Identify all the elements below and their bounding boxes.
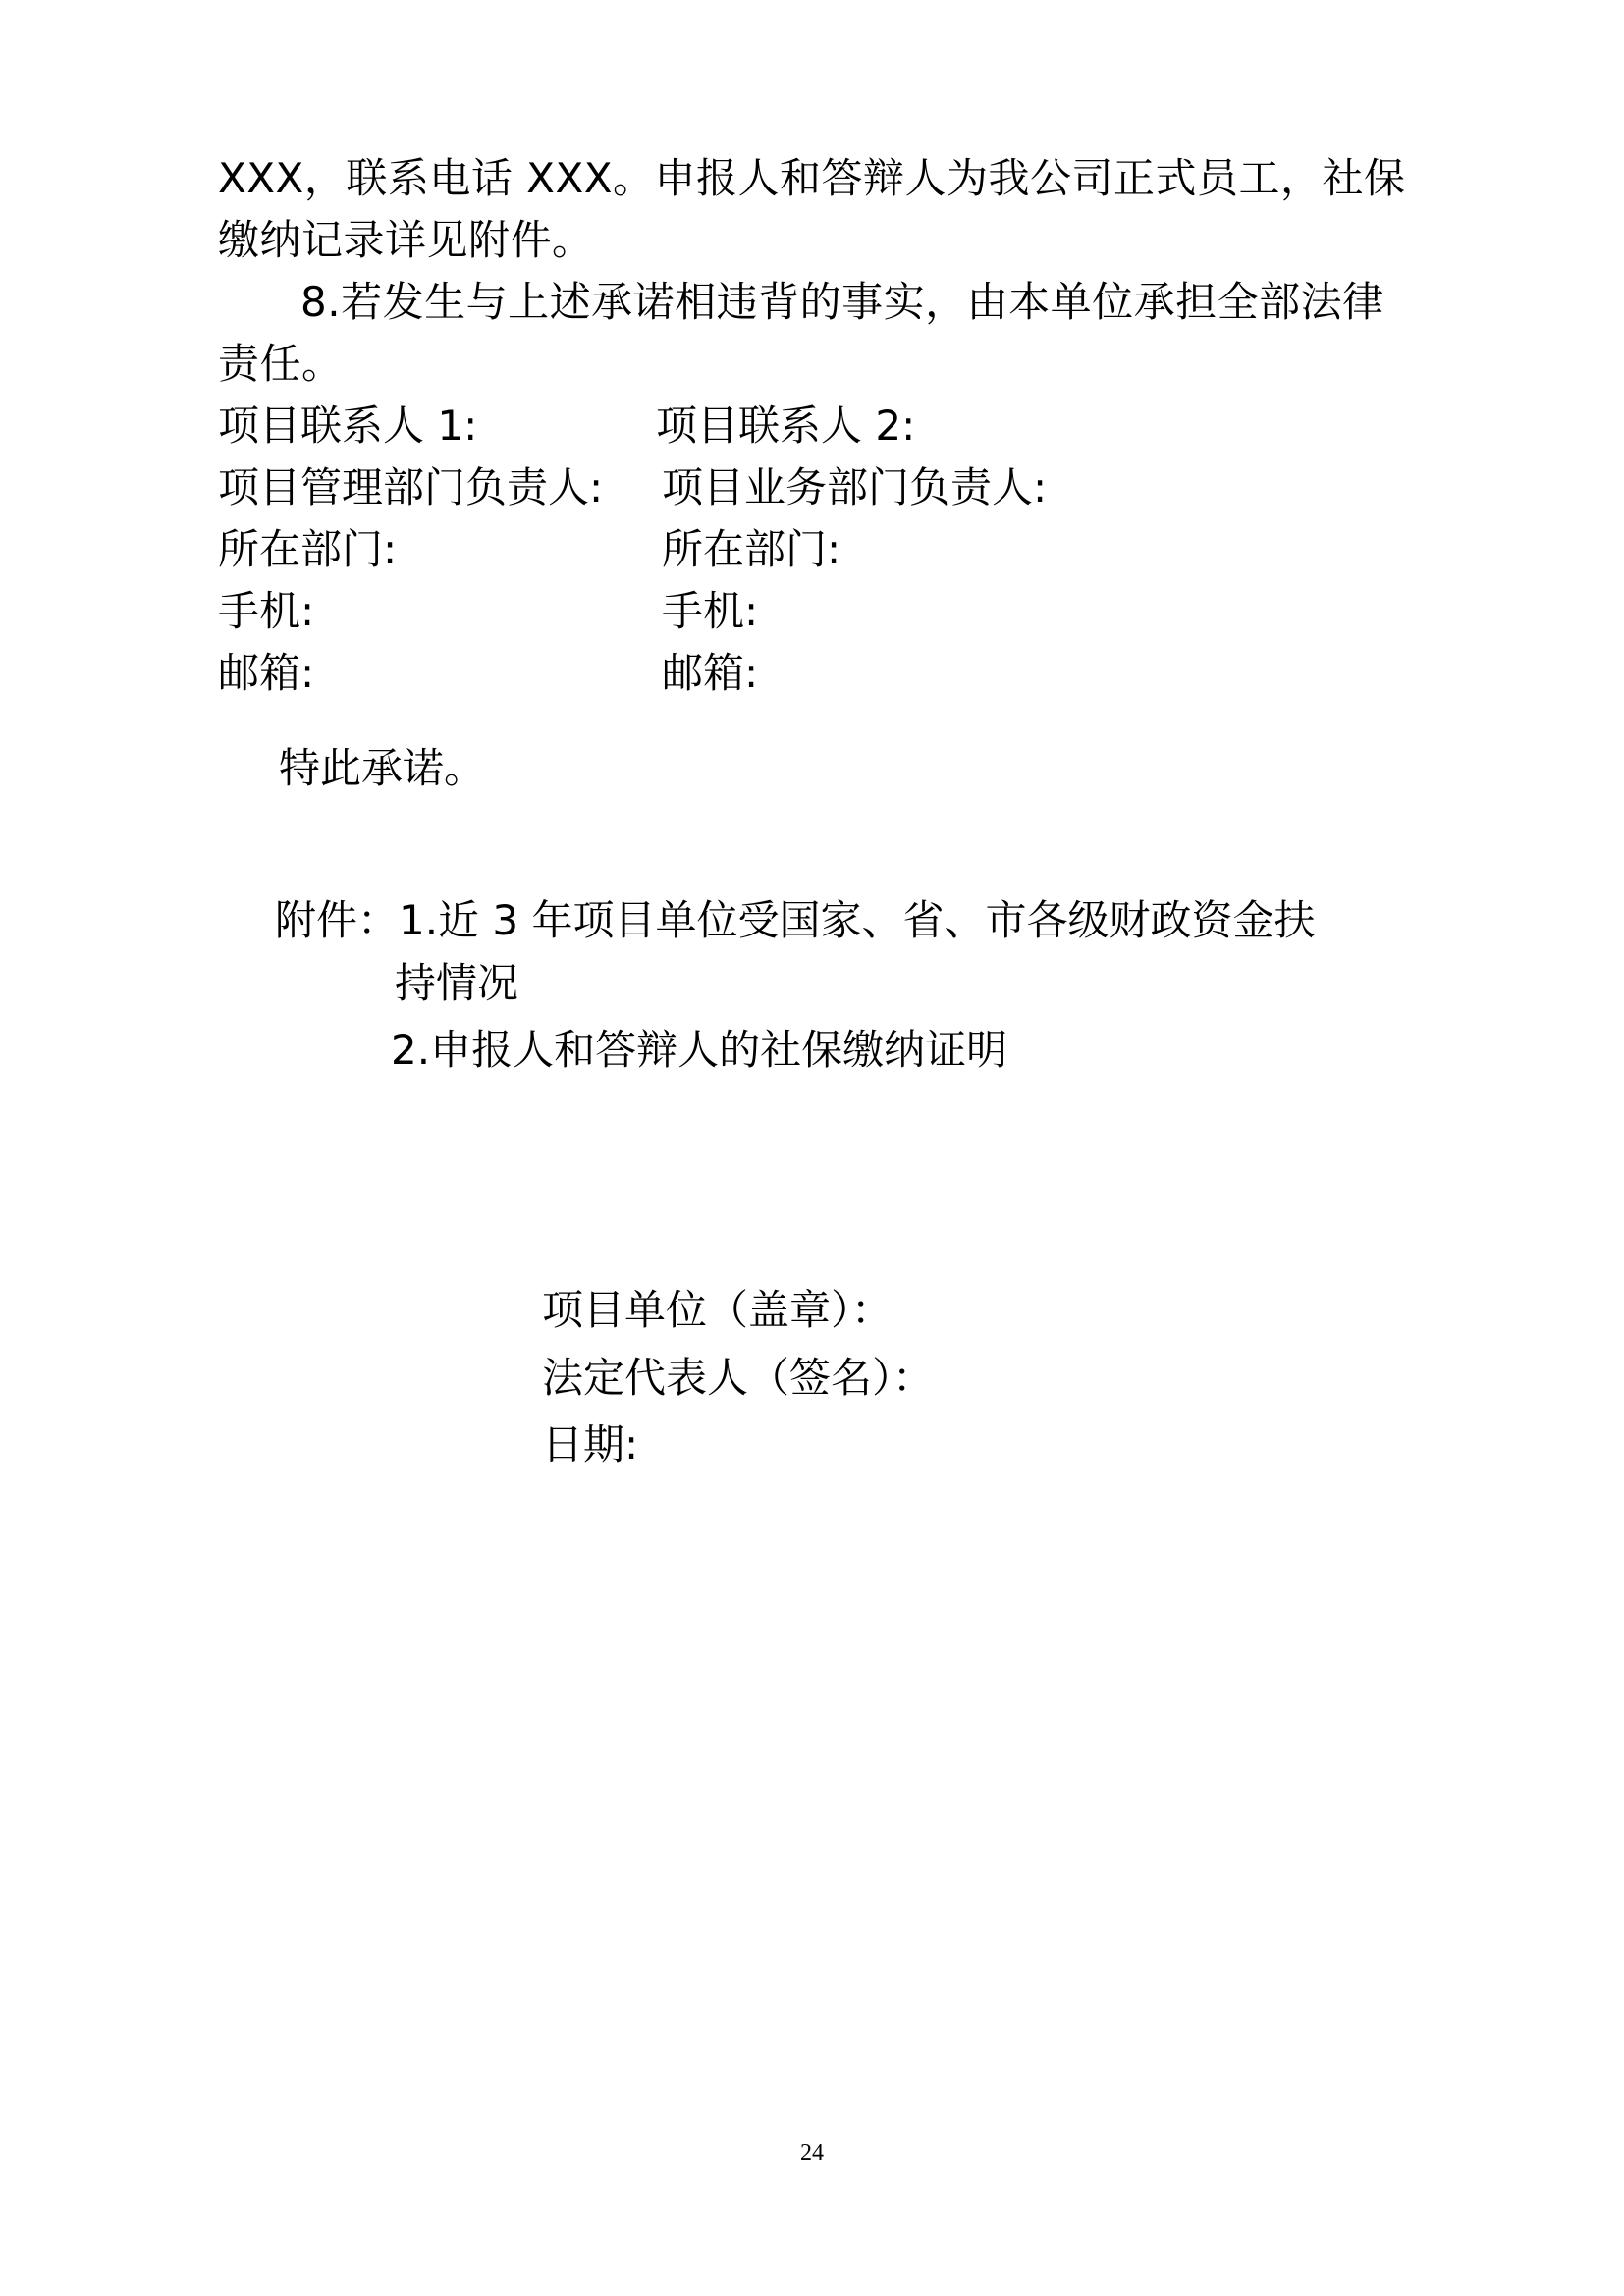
page-number: 24 <box>800 2140 824 2165</box>
attachment-item-2: 2.申报人和答辩人的社保缴纳证明 <box>391 1025 1008 1074</box>
attachment-item-1-line2: 持情况 <box>395 958 519 1007</box>
email-label-right: 邮箱: <box>662 649 759 697</box>
paragraph-continued: XXX，联系电话 XXX。申报人和答辩人为我公司正式员工，社保缴纳记录详见附件。 <box>218 154 1406 264</box>
contact-row-3 <box>218 518 1426 580</box>
contact-row-1 <box>218 395 1426 456</box>
document-content <box>218 147 1426 1478</box>
signature-legal-rep-label: 法定代表人（签名）： <box>542 1353 935 1402</box>
contact-1-label: 项目联系人 1: <box>218 401 478 450</box>
project-business-head-label: 项目业务部门负责人: <box>662 463 1048 511</box>
special-note: 特此承诺。 <box>279 744 486 792</box>
contact-row-4 <box>218 580 1426 642</box>
mobile-label-right: 手机: <box>662 587 759 635</box>
contact-2-label: 项目联系人 2: <box>656 401 916 450</box>
mobile-label-left: 手机: <box>218 587 315 635</box>
signature-unit-label: 项目单位（盖章）： <box>542 1286 893 1335</box>
department-label-right: 所在部门: <box>662 525 841 573</box>
attachment-item-1-line1: 附件：1.近 3 年项目单位受国家、省、市各级财政资金扶 <box>275 896 1316 944</box>
attachments-block <box>218 889 1426 1081</box>
signature-block <box>218 1277 1426 1477</box>
contact-row-2 <box>218 456 1426 518</box>
signature-date-label: 日期: <box>542 1419 639 1468</box>
project-management-head-label: 项目管理部门负责人: <box>218 463 604 511</box>
contact-row-5 <box>218 642 1426 704</box>
department-label-left: 所在部门: <box>218 525 398 573</box>
paragraph-item-8: 8.若发生与上述承诺相违背的事实，由本单位承担全部法律责任。 <box>218 278 1384 388</box>
email-label-left: 邮箱: <box>218 649 315 697</box>
